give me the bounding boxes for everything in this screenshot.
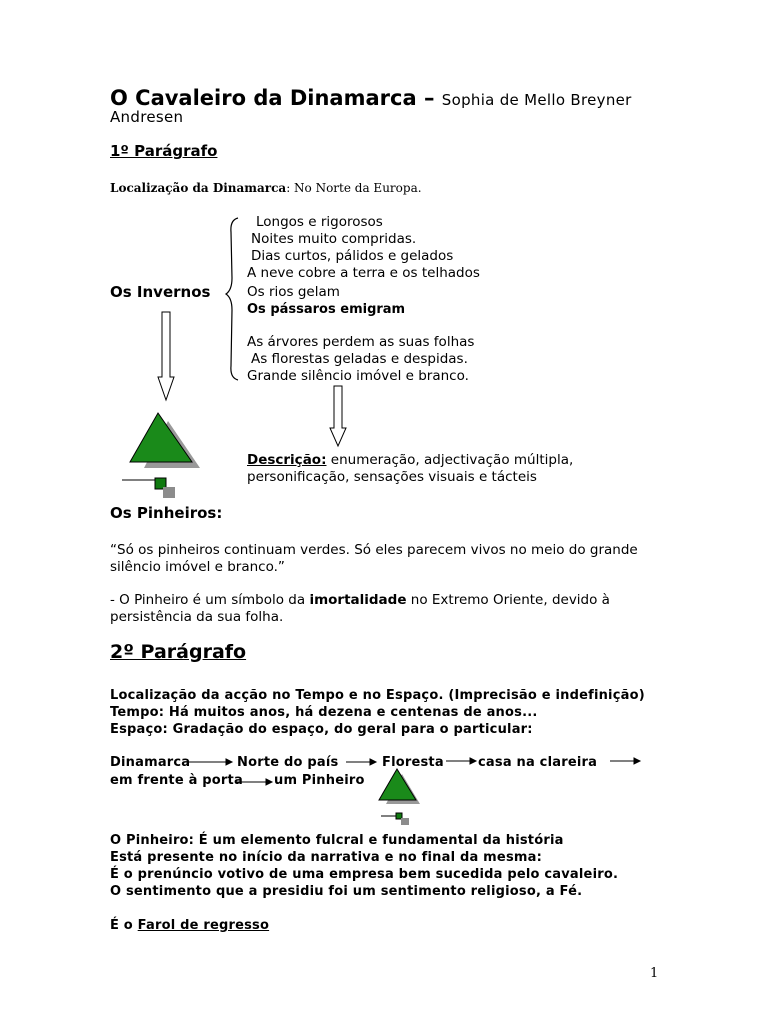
pinheiros-label: Os Pinheiros: [110, 504, 223, 522]
winter-item: A neve cobre a terra e os telhados [247, 265, 480, 281]
pinheiro-line: É o prenúncio votivo de uma empresa bem sucedida pelo cavaleiro. [110, 867, 619, 882]
location-value: : No Norte da Europa. [286, 181, 422, 195]
down-arrow-icon [158, 312, 174, 400]
path-dinamarca: Dinamarca [110, 755, 191, 770]
location-line [110, 181, 422, 195]
invernos-label: Os Invernos [110, 283, 211, 301]
farol-link: Farol de regresso [137, 918, 270, 933]
winter-item: Os rios gelam [247, 284, 340, 300]
pinheiro-line: O Pinheiro: É um elemento fulcral e fundamental da história [110, 833, 564, 848]
title-author: Sophia de Mello Breyner [441, 91, 632, 109]
section2-heading: 2º Parágrafo [110, 641, 247, 663]
pinheiro-line: Está presente no início da narrativa e no final da mesma: [110, 850, 542, 865]
section2-line: Espaço: Gradação do espaço, do geral para o particular: [110, 722, 533, 737]
quote-line: “Só os pinheiros continuam verdes. Só eles parecem vivos no meio do grande [110, 542, 638, 558]
pine-tree-icon [122, 413, 200, 498]
farol-prefix: É o [110, 918, 138, 933]
section2-line: Localização da acção no Tempo e no Espaço. (Imprecisão e indefinição) [110, 688, 645, 703]
pinheiro-line: O sentimento que a presidiu foi um sentimento religioso, a Fé. [110, 884, 583, 899]
path-pinheiro: um Pinheiro [274, 773, 365, 788]
symbol-suffix: no Extremo Oriente, devido à [406, 592, 610, 608]
symbol-prefix: - O Pinheiro é um símbolo da [110, 592, 310, 608]
path-floresta: Floresta [382, 755, 444, 770]
title-main: O Cavaleiro da Dinamarca – [110, 86, 435, 110]
symbol-line2: persistência da sua folha. [110, 609, 284, 625]
quote-line: silêncio imóvel e branco.” [110, 559, 285, 575]
symbol-bold: imortalidade [309, 592, 407, 608]
document-title [110, 86, 632, 110]
winter-item: As árvores perdem as suas folhas [247, 334, 475, 350]
title-author-continued: Andresen [110, 108, 184, 126]
section2-line: Tempo: Há muitos anos, há dezena e centenas de anos... [110, 705, 538, 720]
winter-item: Longos e rigorosos [256, 214, 383, 230]
descricao-line2: personificação, sensações visuais e tácteis [247, 469, 537, 485]
winter-item: As florestas geladas e despidas. [251, 351, 468, 367]
farol-line [110, 917, 269, 934]
descricao-line [247, 452, 573, 469]
descricao-text: enumeração, adjectivação múltipla, [326, 452, 574, 468]
page-number: 1 [650, 966, 659, 981]
section1-heading: 1º Parágrafo [110, 142, 218, 160]
pine-tree-icon [379, 769, 420, 825]
path-norte: Norte do país [237, 755, 339, 770]
location-label: Localização da Dinamarca [110, 181, 287, 195]
winter-item: Noites muito compridas. [251, 231, 417, 247]
winter-item: Dias curtos, pálidos e gelados [251, 248, 454, 264]
path-casa: casa na clareira [478, 755, 598, 770]
symbol-line [110, 592, 610, 609]
winter-item: Grande silêncio imóvel e branco. [247, 368, 469, 384]
path-porta: em frente à porta [110, 773, 243, 788]
curly-brace-icon [226, 218, 238, 380]
down-arrow-icon [330, 386, 346, 446]
descricao-label: Descrição: [247, 452, 327, 468]
winter-item-bold: Os pássaros emigram [247, 302, 406, 317]
